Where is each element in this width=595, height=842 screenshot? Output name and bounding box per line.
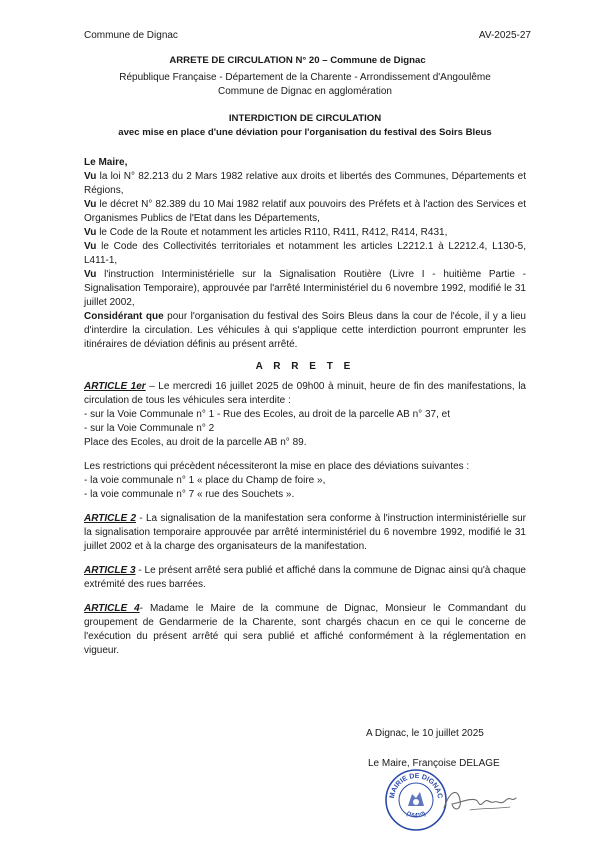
document-body [84,156,526,658]
seal-text-top: MAIRIE DE DIGNAC [388,772,444,800]
vu-code-collectivites: Vu le Code des Collectivités territoriales et notamment les articles L2212.1 à L2212.4, L130-5, L411-1, [84,241,526,266]
article-1: ARTICLE 1er – Le mercredi 16 juillet 2025 de 09h00 à minuit, heure de fin des manifestations, la circulation de tous les véhicules sera interdite : [84,381,526,406]
vu-instruction: Vu l'instruction Interministérielle sur la Signalisation Routière (Livre I - huitième Partie - Signalisation Temporaire), approuvée par l'arrêté Interministériel du 6 novembre 1992, modifié le 31 juillet 2002, [84,269,526,308]
header-commune: Commune de Dignac [84,30,178,41]
article-1-item3: Place des Ecoles, au droit de la parcelle AB n° 89. [84,437,307,448]
arrete-heading: A R R E T E [255,361,355,372]
interdiction-heading: INTERDICTION DE CIRCULATION [228,113,382,124]
article-1-item1: - sur la Voie Communale n° 1 - Rue des Ecoles, au droit de la parcelle AB n° 37, et [84,409,450,420]
handwritten-signature [440,780,520,820]
article-3: ARTICLE 3 - Le présent arrêté sera publié et affiché dans la commune de Dignac ainsi qu'à chaque extrémité des rues barrées. [84,565,526,590]
document-title: ARRETE DE CIRCULATION N° 20 – Commune de Dignac [169,55,426,66]
mairie-seal-stamp [384,768,448,832]
article-1-label: ARTICLE 1er [84,381,146,392]
article-1-deviation2: - la voie communale n° 7 « rue des Souchets ». [84,489,295,500]
article-1-restrictions: Les restrictions qui précèdent nécessiteront la mise en place des déviations suivantes : [84,461,470,472]
article-1-item2: - sur la Voie Communale n° 2 [84,423,215,434]
considerant: Considérant que pour l'organisation du festival des Soirs Bleus dans la cour de l'école, il y a lieu d'interdire la circulation. Les véhicules à qui s'applique cette interdiction pourront emprunter les itinéraires de déviation définis au présent arrêté. [84,311,526,350]
subtitle-line1: République Française - Département de la Charente - Arrondissement d'Angoulême [119,72,491,83]
article-1-deviation1: - la voie communale n° 1 « place du Champ de foire », [84,475,326,486]
seal-text-bottom: (16410) [405,811,427,820]
signature-place-date: A Dignac, le 10 juillet 2025 [366,728,484,739]
signature-name: Le Maire, Françoise DELAGE [368,758,500,769]
vu-decret: Vu le décret N° 82.389 du 10 Mai 1982 relatif aux pouvoirs des Préfets et à l'action des Services et Organismes Publics de l'Etat dans les Départements, [84,199,526,224]
article-4: ARTICLE 4- Madame le Maire de la commune de Dignac, Monsieur le Commandant du groupement de Gendarmerie de la Charente, sont chargés chacun en ce qui le concerne de l'exécution du présent arrêté qui sera publié et affiché conformément à la réglementation en vigueur. [84,603,526,656]
vu-code-route: Vu le Code de la Route et notamment les articles R110, R411, R412, R414, R431, [84,227,448,238]
le-maire: Le Maire, [84,157,128,168]
header-reference: AV-2025-27 [478,30,531,41]
interdiction-subheading: avec mise en place d'une déviation pour l'organisation du festival des Soirs Bleus [118,127,492,138]
article-3-label: ARTICLE 3 [84,565,136,576]
subtitle-line2: Commune de Dignac en agglomération [218,86,392,97]
article-4-label: ARTICLE 4 [84,603,140,614]
article-2: ARTICLE 2 - La signalisation de la manifestation sera conforme à l'instruction interministérielle sur la signalisation temporaire approuvée par arrêté interministériel du 6 novembre 1992, modifié le 31 juillet 2002 et à la charge des organisateurs de la manifestation. [84,513,526,552]
svg-text:(16410) [405,811,427,819]
article-2-label: ARTICLE 2 [84,513,137,524]
vu-loi: Vu la loi N° 82.213 du 2 Mars 1982 relative aux droits et libertés des Communes, Départements et Régions, [84,171,526,196]
